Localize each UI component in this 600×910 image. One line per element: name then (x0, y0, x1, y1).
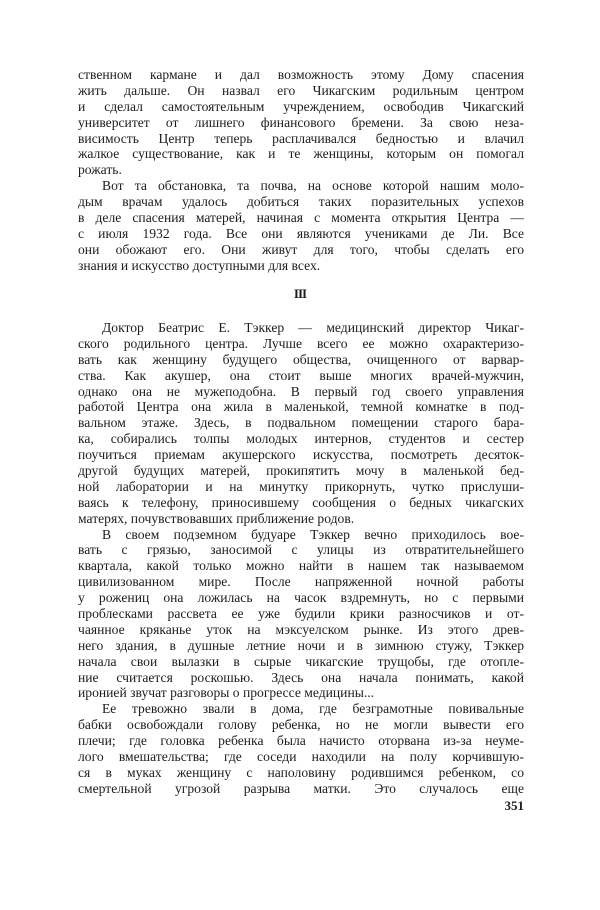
text-line: ся в муках женщину с наполовину родившимся ребенком, со (78, 764, 524, 780)
text-line: дым врачам удалось добиться таких поразительных успехов (78, 194, 524, 210)
text-line: с июля 1932 года. Все они являются учениками де Ли. Все (78, 225, 524, 241)
text-line: Доктор Беатрис Е. Тэккер — медицинский директор Чикаг- (102, 320, 524, 335)
text-line: однако она не мужеподобна. В первый год своего управления (78, 383, 524, 399)
paragraph (78, 701, 524, 796)
text-line: ваясь к телефону, приносившему сообщения о бедных чикагских (78, 494, 524, 510)
text-line: бабки освобождали голову ребенка, но не могли вывести его (78, 717, 524, 733)
text-line: работой Центра она жила в маленькой, темной комнатке в под- (78, 399, 524, 415)
text-line: плечи; где головка ребенка была начисто оторвана из-за неуме- (78, 733, 524, 749)
section-heading: III (293, 286, 307, 301)
page-number: 351 (504, 798, 524, 813)
text-line: знания и искусство доступными для всех. (78, 257, 321, 273)
text-line: В своем подземном будуаре Тэккер вечно приходилось вое- (102, 526, 524, 542)
paragraph (78, 527, 524, 702)
text-line: другой будущих матерей, прокипятить мочу в маленькой бед- (78, 463, 524, 479)
text-line: ной лаборатории и на минутку прикорнуть, чутко прислуши- (78, 478, 524, 494)
text-line: у рожениц она ложилась на часок вздремнуть, но с первыми (78, 590, 524, 606)
text-block-main (78, 320, 524, 797)
text-line: поучиться приемам акушерского искусства, посмотреть десяток- (78, 447, 524, 463)
text-line: ского родильного центра. Лучше всего ее можно охарактеризо- (78, 335, 524, 351)
text-line: цивилизованном мире. После напряженной ночной работы (78, 574, 524, 590)
text-line: они обожают его. Они живут для того, чтобы сделать его (78, 241, 524, 257)
text-line: вать с грязью, заносимой с улицы из отвратительнейшего (78, 542, 524, 558)
text-line: ние считается роскошью. Здесь она начала понимать, какой (78, 669, 524, 685)
text-line: чаянное кряканье уток на мэксуелском рынке. Из этого древ- (78, 621, 524, 637)
paragraph (78, 320, 524, 527)
paragraph (78, 178, 524, 273)
text-line: начала свои вылазки в сырые чикагские трущобы, где отопле- (78, 653, 524, 669)
text-line: Вот та обстановка, та почва, на основе которой нашим моло- (102, 178, 524, 194)
text-line: ства. Как акушер, она стоит выше многих врачей-мужчин, (78, 367, 524, 383)
text-line: вальном этаже. Здесь, в подвальном помещении старого бара- (78, 415, 524, 431)
text-line: висимость Центр теперь расплачивался бедностью и влачил (78, 130, 524, 146)
text-line: смертельной угрозой разрыва матки. Это случалось еще (78, 780, 524, 796)
text-line: ственном кармане и дал возможность этому Дому спасения (78, 67, 524, 82)
text-line: Ее тревожно звали в дома, где безграмотные повивальные (102, 701, 524, 717)
text-line: жить дальше. Он назвал его Чикагским родильным центром (78, 82, 524, 98)
paragraph (78, 67, 524, 178)
text-line: в деле спасения матерей, начиная с момента открытия Центра — (78, 210, 524, 226)
text-line: матерях, почувствовавших приближение родов. (78, 510, 355, 526)
text-line: проблесками рассвета ее уже будили крики разносчиков и от- (78, 606, 524, 622)
text-line: вать как женщину будущего общества, очищенного от варвар- (78, 351, 524, 367)
text-line: жалкое существование, как и те женщины, которым он помогал (78, 146, 524, 162)
text-line: университет от лишнего финансового бремени. За свою неза- (78, 114, 524, 130)
text-line: квартала, какой только можно найти в нашем так называемом (78, 558, 524, 574)
text-block-top (78, 67, 524, 274)
text-line: лого вмешательства; где соседи находили на полу корчившую- (78, 749, 524, 765)
text-line: и сделал самостоятельным учреждением, освободив Чикагский (78, 98, 524, 114)
text-line: рожать. (78, 162, 122, 178)
text-line: него здания, в душные летние ночи и в зимнюю стужу, Тэккер (78, 637, 524, 653)
text-line: иронией звучат разговоры о прогрессе медицины... (78, 685, 375, 701)
text-line: ка, собирались толпы молодых интернов, студентов и сестер (78, 431, 524, 447)
